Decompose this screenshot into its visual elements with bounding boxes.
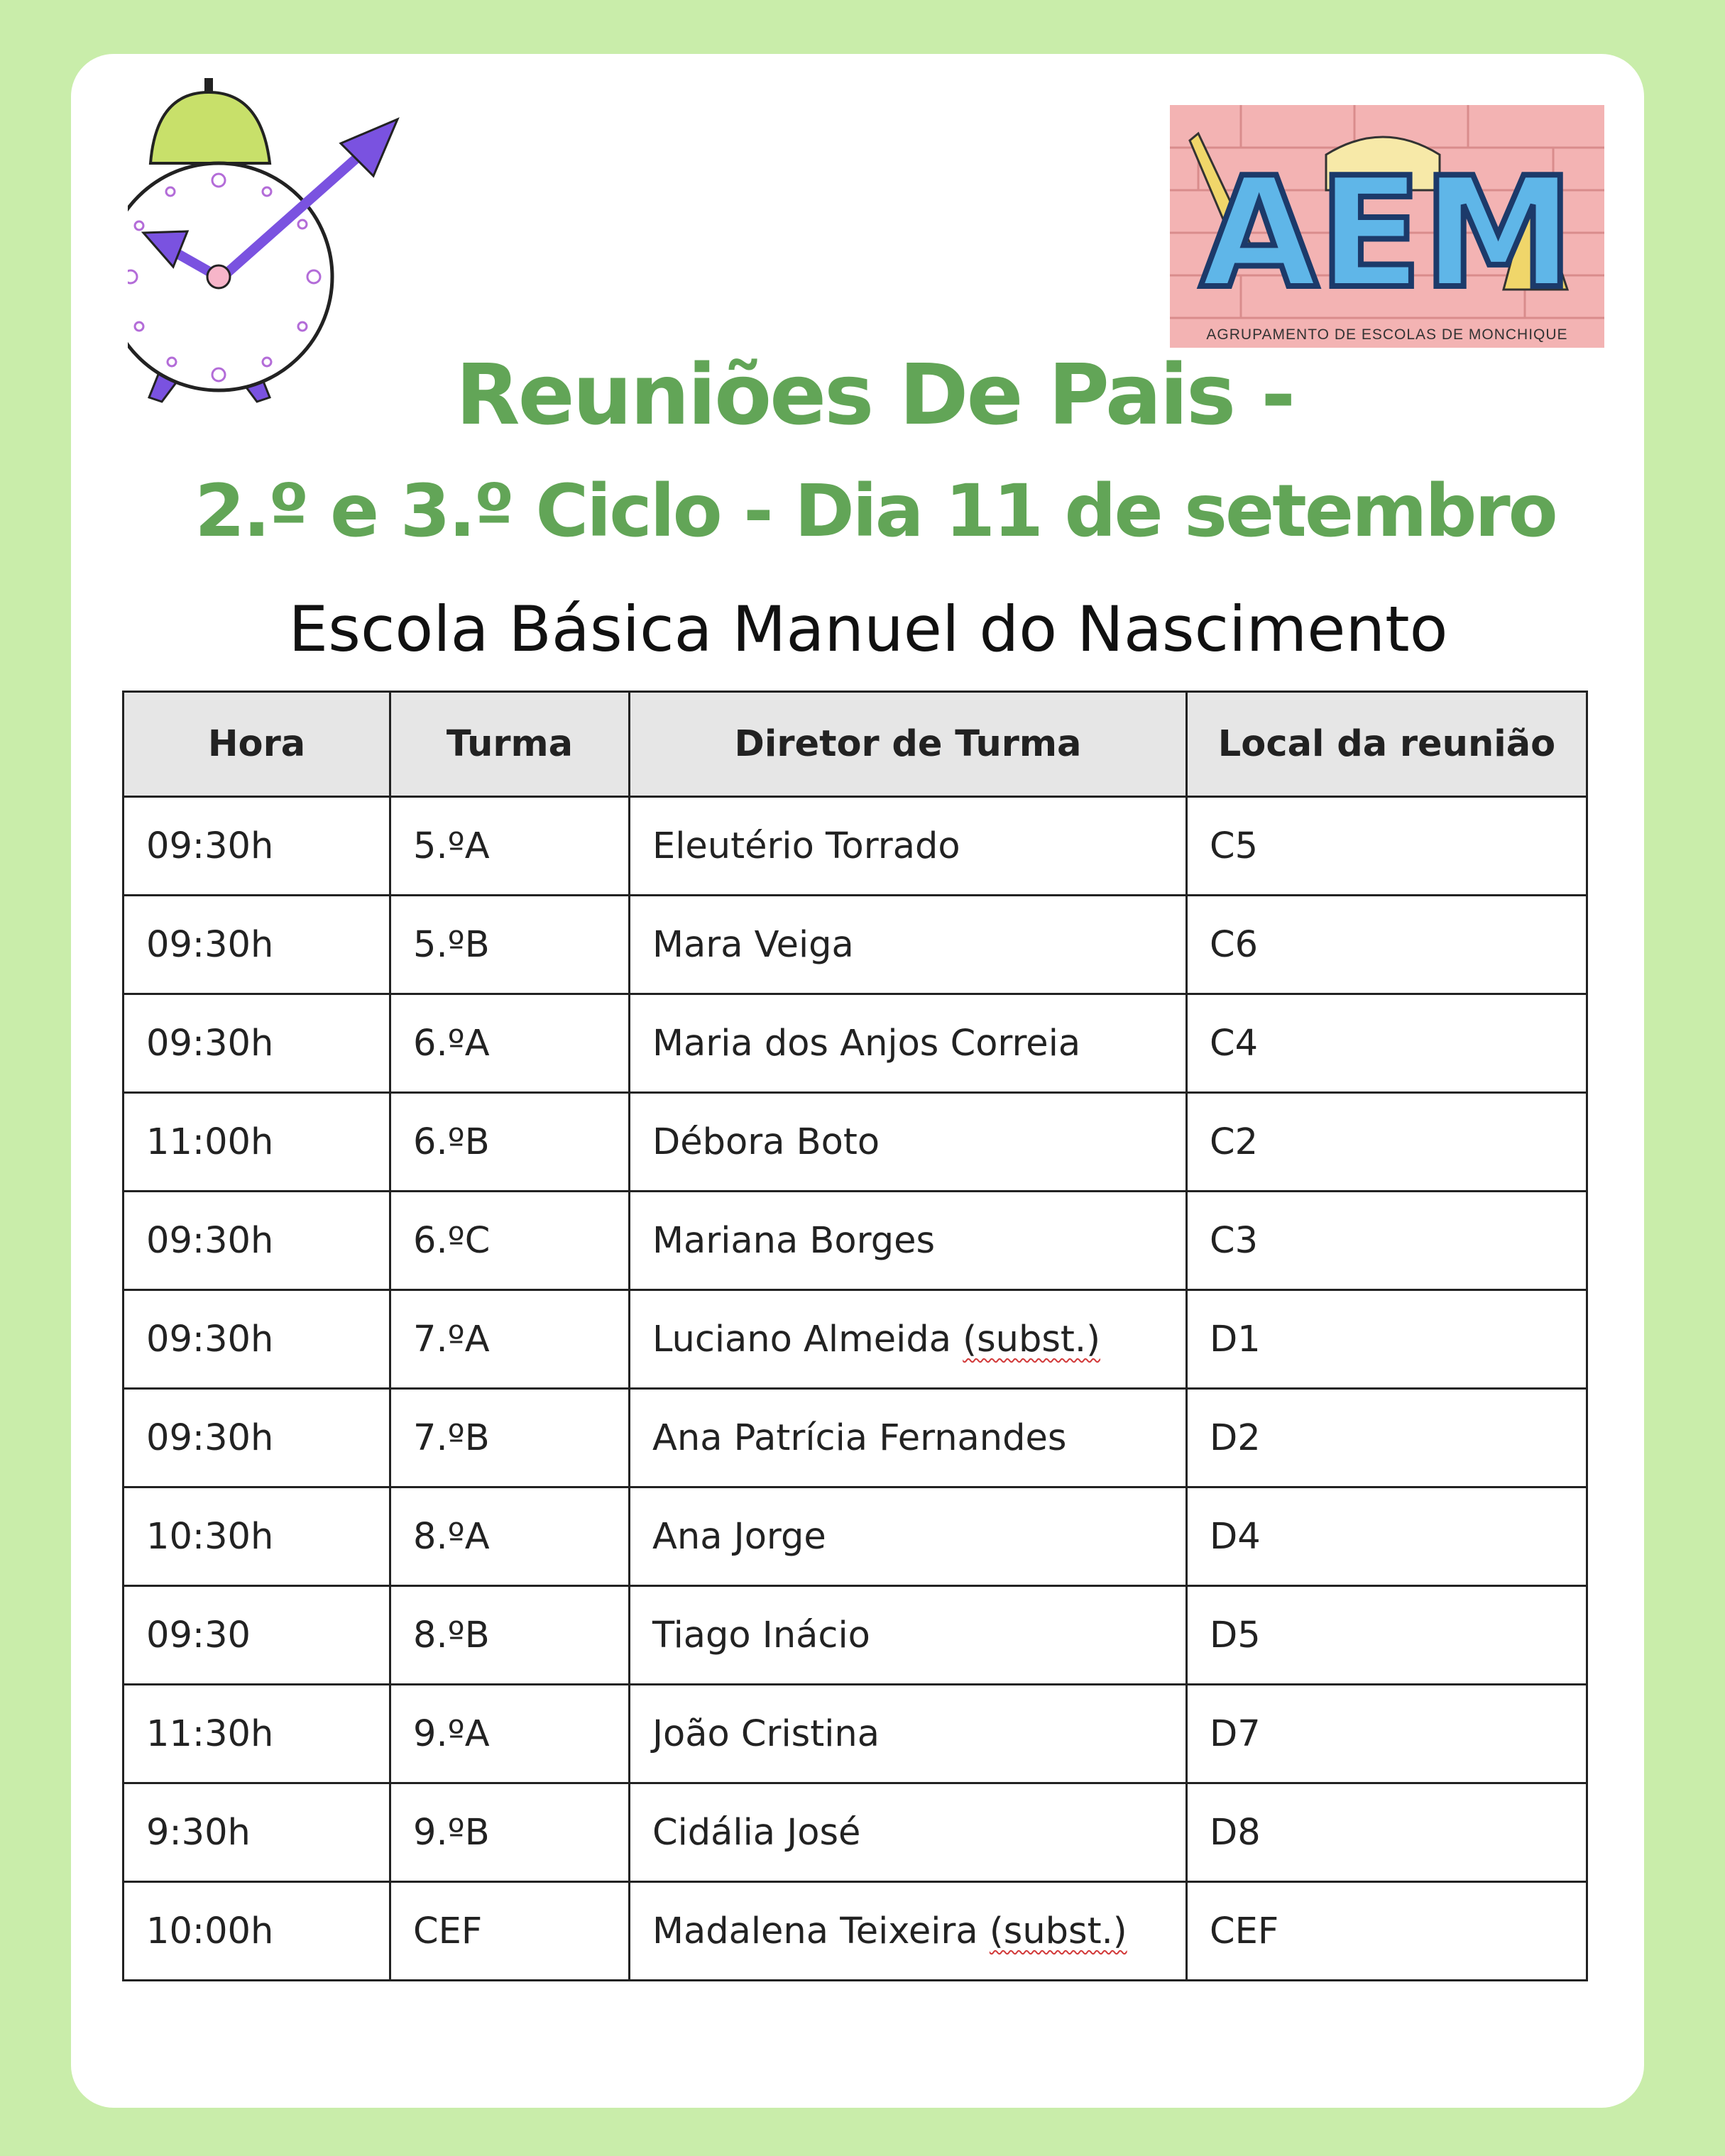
table-row: [124, 1192, 1587, 1290]
cell-turma: 7.ºA: [390, 1290, 630, 1389]
table-row: [124, 994, 1587, 1093]
cell-diretor: [630, 1093, 1187, 1192]
cell-diretor: [630, 1290, 1187, 1389]
cell-local: D4: [1187, 1487, 1587, 1586]
cell-local: C5: [1187, 797, 1587, 896]
table-row: [124, 1586, 1587, 1685]
cell-diretor: [630, 1389, 1187, 1487]
table-row: [124, 1290, 1587, 1389]
cell-turma: 7.ºB: [390, 1389, 630, 1487]
diretor-name: Luciano Almeida: [652, 1318, 951, 1360]
cell-hora: 09:30h: [124, 994, 390, 1093]
cell-local: C3: [1187, 1192, 1587, 1290]
cell-local: D8: [1187, 1783, 1587, 1882]
table-row: [124, 1783, 1587, 1882]
cell-hora: 09:30h: [124, 1290, 390, 1389]
logo-letters: AEM: [1200, 144, 1575, 322]
table-row: [124, 1093, 1587, 1192]
cell-local: D1: [1187, 1290, 1587, 1389]
cell-diretor: [630, 797, 1187, 896]
page-title: Reuniões De Pais -: [455, 346, 1294, 444]
cell-hora: 09:30: [124, 1586, 390, 1685]
diretor-name: Eleutério Torrado: [652, 825, 960, 867]
diretor-name: Mariana Borges: [652, 1219, 936, 1262]
diretor-name: Ana Jorge: [652, 1515, 826, 1558]
cell-hora: 11:00h: [124, 1093, 390, 1192]
cell-local: C4: [1187, 994, 1587, 1093]
cell-diretor: [630, 896, 1187, 994]
table-header-row: [124, 692, 1587, 797]
cell-diretor: [630, 1882, 1187, 1981]
schedule-table: [122, 691, 1588, 1981]
cell-hora: 10:00h: [124, 1882, 390, 1981]
cell-turma: 6.ºA: [390, 994, 630, 1093]
cell-turma: 6.ºB: [390, 1093, 630, 1192]
cell-diretor: [630, 1586, 1187, 1685]
header-local: Local da reunião: [1187, 692, 1587, 797]
header-hora: Hora: [124, 692, 390, 797]
cell-local: CEF: [1187, 1882, 1587, 1981]
poster-card: [71, 54, 1644, 2108]
cell-turma: 8.ºA: [390, 1487, 630, 1586]
header-turma: Turma: [390, 692, 630, 797]
cell-hora: 09:30h: [124, 797, 390, 896]
cell-hora: 11:30h: [124, 1685, 390, 1783]
table-row: [124, 1685, 1587, 1783]
school-name: Escola Básica Manuel do Nascimento: [288, 593, 1448, 666]
logo-graphic: [1170, 105, 1604, 348]
cell-local: D2: [1187, 1389, 1587, 1487]
cell-diretor: [630, 1685, 1187, 1783]
cell-turma: 9.ºA: [390, 1685, 630, 1783]
diretor-name: Ana Patrícia Fernandes: [652, 1417, 1067, 1459]
cell-hora: 09:30h: [124, 896, 390, 994]
cell-diretor: [630, 1487, 1187, 1586]
cell-hora: 9:30h: [124, 1783, 390, 1882]
cell-local: C6: [1187, 896, 1587, 994]
cell-turma: 9.ºB: [390, 1783, 630, 1882]
diretor-name: Mara Veiga: [652, 923, 854, 966]
cell-turma: 8.ºB: [390, 1586, 630, 1685]
cell-hora: 10:30h: [124, 1487, 390, 1586]
diretor-name: Madalena Teixeira: [652, 1910, 978, 1952]
cell-hora: 09:30h: [124, 1389, 390, 1487]
table-row: [124, 896, 1587, 994]
cell-diretor: [630, 1783, 1187, 1882]
table-row: [124, 1882, 1587, 1981]
substitute-note: (subst.): [989, 1910, 1127, 1952]
cell-turma: 5.ºB: [390, 896, 630, 994]
cell-local: D7: [1187, 1685, 1587, 1783]
cell-diretor: [630, 1192, 1187, 1290]
cell-hora: 09:30h: [124, 1192, 390, 1290]
cell-turma: 6.ºC: [390, 1192, 630, 1290]
table-row: [124, 1487, 1587, 1586]
logo-caption: AGRUPAMENTO DE ESCOLAS DE MONCHIQUE: [1206, 326, 1568, 343]
diretor-name: Tiago Inácio: [652, 1614, 870, 1656]
cell-local: D5: [1187, 1586, 1587, 1685]
header-diretor: Diretor de Turma: [630, 692, 1187, 797]
cell-diretor: [630, 994, 1187, 1093]
diretor-name: Maria dos Anjos Correia: [652, 1022, 1081, 1065]
cell-turma: CEF: [390, 1882, 630, 1981]
cell-local: C2: [1187, 1093, 1587, 1192]
table-row: [124, 1389, 1587, 1487]
school-logo: [1170, 105, 1604, 348]
cell-turma: 5.ºA: [390, 797, 630, 896]
diretor-name: Débora Boto: [652, 1121, 880, 1163]
diretor-name: João Cristina: [652, 1712, 880, 1755]
table-row: [124, 797, 1587, 896]
substitute-note: (subst.): [963, 1318, 1101, 1360]
page-subtitle: 2.º e 3.º Ciclo - Dia 11 de setembro: [195, 469, 1556, 554]
diretor-name: Cidália José: [652, 1811, 861, 1854]
